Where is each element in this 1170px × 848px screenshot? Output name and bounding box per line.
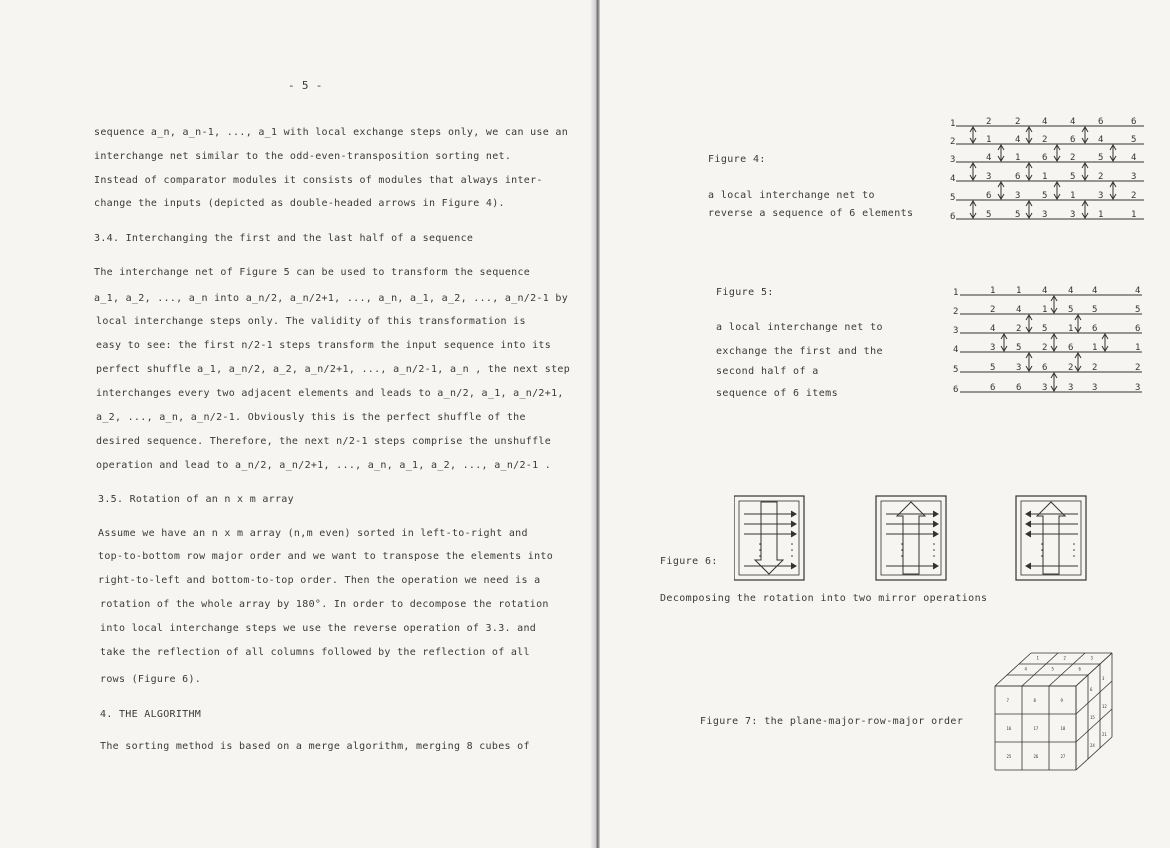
figure5-value: 3 — [1135, 383, 1141, 393]
figure4-caption-line1: a local interchange net to — [708, 190, 875, 201]
figure7-top-cell-label: 2 — [1063, 655, 1066, 661]
text-line: a_1, a_2, ..., a_n into a_n/2, a_n/2+1, ..., a_n, a_1, a_2, ..., a_n/2-1 by — [94, 293, 569, 304]
figure5-value: 1 — [1016, 286, 1022, 296]
figure6-box3-row-arrowhead — [1026, 511, 1031, 517]
figure4-value: 6 — [1042, 153, 1048, 163]
figure7-side-cell-label: 12 — [1102, 704, 1107, 709]
text-line: perfect shuffle a_1, a_n/2, a_2, a_n/2+1, ..., a_n/2-1, a_n , the next step — [96, 364, 571, 375]
figure4-value: 5 — [1131, 135, 1137, 145]
figure6-diagrams — [734, 494, 1094, 584]
text-line: interchange net similar to the odd-even-transposition sorting net. — [94, 151, 512, 162]
right-page — [600, 0, 1170, 848]
text-line: easy to see: the first n/2-1 steps transform the input sequence into its — [96, 340, 552, 351]
figure5-value: 4 — [1016, 305, 1022, 315]
figure4-value: 4 — [1131, 153, 1137, 163]
figure7-top-cell-label: 5 — [1051, 666, 1054, 672]
text-line: The interchange net of Figure 5 can be used to transform the sequence — [94, 267, 531, 278]
figure4-value: 6 — [1070, 135, 1076, 145]
figure5-value: 3 — [1092, 383, 1098, 393]
figure7-side-cell-label: 24 — [1090, 743, 1095, 748]
text-line: take the reflection of all columns followed by the reflection of all — [100, 647, 530, 658]
figure5-caption-line3: second half of a — [716, 366, 819, 377]
figure7-front-cell-label: 25 — [1006, 754, 1012, 759]
text-line: Assume we have an n x m array (n,m even) sorted in left-to-right and — [98, 528, 528, 539]
figure6-box2-dot — [933, 543, 935, 545]
figure6-box1-dot — [791, 555, 793, 557]
figure4-value: 2 — [1131, 191, 1137, 201]
figure5-value: 6 — [1068, 343, 1074, 353]
text-line: change the inputs (depicted as double-headed arrows in Figure 4). — [94, 198, 505, 209]
figure4-value: 5 — [1015, 210, 1021, 220]
figure7-top-cell-label: 3 — [1090, 655, 1093, 661]
figure5-label: Figure 5: — [716, 287, 774, 298]
figure4-value: 5 — [1098, 153, 1104, 163]
figure5-value: 3 — [1068, 383, 1074, 393]
figure5-caption-line2: exchange the first and the — [716, 346, 883, 357]
figure5-value: 2 — [1068, 363, 1074, 373]
figure6-caption: Decomposing the rotation into two mirror operations — [660, 593, 988, 604]
figure5-value: 5 — [1016, 343, 1022, 353]
text-line: rotation of the whole array by 180°. In order to decompose the rotation — [100, 599, 549, 610]
figure5-value: 5 — [1135, 305, 1141, 315]
figure6-box3-dot — [1073, 555, 1075, 557]
figure4-value: 3 — [1042, 210, 1048, 220]
figure4-value: 3 — [1070, 210, 1076, 220]
figure6-box3-row-arrowhead — [1026, 521, 1031, 527]
figure7-side-gridline — [1076, 709, 1112, 742]
text-line: top-to-bottom row major order and we want to transpose the elements into — [98, 551, 554, 562]
figure4-row-label: 3 — [950, 155, 956, 165]
figure7-front-cell-label: 18 — [1060, 726, 1066, 731]
figure6-box2-dot — [933, 555, 935, 557]
figure5-value: 1 — [1092, 343, 1098, 353]
figure5-value: 5 — [1042, 324, 1048, 334]
figure5-value: 3 — [1016, 363, 1022, 373]
text-line: 4. THE ALGORITHM — [100, 709, 202, 720]
figure5-network — [950, 283, 1145, 403]
figure4-value: 2 — [1070, 153, 1076, 163]
figure5-value: 4 — [1042, 286, 1048, 296]
figure5-value: 6 — [1092, 324, 1098, 334]
figure5-value: 4 — [1068, 286, 1074, 296]
figure4-value: 4 — [986, 153, 992, 163]
text-line: rows (Figure 6). — [100, 674, 202, 685]
figure4-row-label: 4 — [950, 174, 956, 184]
figure7-front-cell-label: 8 — [1033, 698, 1036, 703]
figure7-cube — [992, 644, 1127, 774]
figure6-box2-dot — [933, 549, 935, 551]
figure6-box1-row-arrowhead — [791, 563, 796, 569]
figure5-caption-line4: sequence of 6 items — [716, 388, 838, 399]
figure4-value: 2 — [1015, 117, 1021, 127]
figure5-value: 5 — [1068, 305, 1074, 315]
figure5-value: 5 — [990, 363, 996, 373]
figure4-value: 5 — [986, 210, 992, 220]
figure6-box3-row-arrowhead — [1026, 531, 1031, 537]
figure4-value: 3 — [986, 172, 992, 182]
figure4-value: 6 — [1098, 117, 1104, 127]
text-line: right-to-left and bottom-to-top order. Then the operation we need is a — [98, 575, 541, 586]
figure6-box3-outer — [1016, 496, 1086, 580]
figure5-value: 1 — [990, 286, 996, 296]
figure4-row-label: 5 — [950, 193, 956, 203]
figure5-row-label: 2 — [953, 307, 959, 317]
figure4-label: Figure 4: — [708, 154, 766, 165]
figure7-side-cell-label: 3 — [1102, 676, 1105, 681]
figure7-top-gridline — [1076, 653, 1112, 686]
figure5-value: 3 — [1042, 383, 1048, 393]
figure6-box3-dot — [1073, 543, 1075, 545]
figure4-network — [946, 112, 1146, 232]
figure5-row-label: 6 — [953, 385, 959, 395]
text-line: 3.4. Interchanging the first and the last half of a sequence — [94, 233, 474, 244]
figure7-side-cell-label: 21 — [1102, 732, 1107, 737]
figure4-value: 4 — [1015, 135, 1021, 145]
figure5-value: 1 — [1068, 324, 1074, 334]
figure4-caption-line2: reverse a sequence of 6 elements — [708, 208, 914, 219]
figure4-value: 1 — [1070, 191, 1076, 201]
figure4-row-label: 6 — [950, 212, 956, 222]
figure7-side-cell-label: 15 — [1090, 715, 1095, 720]
figure4-value: 5 — [1070, 172, 1076, 182]
figure4-value: 3 — [1015, 191, 1021, 201]
figure4-value: 2 — [1098, 172, 1104, 182]
figure6-box2-row-arrowhead — [933, 521, 938, 527]
figure6-box1-dot — [791, 543, 793, 545]
figure6-box2-row-arrowhead — [933, 531, 938, 537]
figure4-value: 4 — [1042, 117, 1048, 127]
figure4-value: 5 — [1042, 191, 1048, 201]
text-line: local interchange steps only. The validity of this transformation is — [96, 316, 526, 327]
text-line: sequence a_n, a_n-1, ..., a_1 with local exchange steps only, we can use an — [94, 127, 569, 138]
figure4-value: 1 — [1015, 153, 1021, 163]
figure7-label: Figure 7: the plane-major-row-major order — [700, 716, 964, 727]
figure4-value: 6 — [1015, 172, 1021, 182]
figure5-row-label: 1 — [953, 288, 959, 298]
figure6-box1-inner — [739, 501, 799, 575]
figure4-value: 2 — [1042, 135, 1048, 145]
figure5-row-label: 4 — [953, 345, 959, 355]
figure5-value: 2 — [1016, 324, 1022, 334]
figure4-value: 1 — [1042, 172, 1048, 182]
text-line: interchanges every two adjacent elements and leads to a_n/2, a_1, a_n/2+1, — [96, 388, 564, 399]
figure4-value: 6 — [1131, 117, 1137, 127]
figure4-value: 2 — [986, 117, 992, 127]
figure4-value: 6 — [986, 191, 992, 201]
figure6-box2-inner — [881, 501, 941, 575]
figure6-box3-dot — [1073, 549, 1075, 551]
figure4-value: 1 — [1131, 210, 1137, 220]
figure5-caption-line1: a local interchange net to — [716, 322, 883, 333]
figure7-front-cell-label: 17 — [1033, 726, 1039, 731]
text-line: 3.5. Rotation of an n x m array — [98, 494, 294, 505]
figure4-row-label: 1 — [950, 119, 956, 129]
figure4-value: 1 — [1098, 210, 1104, 220]
figure5-row-label: 3 — [953, 326, 959, 336]
figure5-value: 2 — [1042, 343, 1048, 353]
figure6-box1-column-arrow — [755, 502, 783, 574]
figure5-value: 6 — [1016, 383, 1022, 393]
figure6-box2-row-arrowhead — [933, 563, 938, 569]
figure5-value: 3 — [990, 343, 996, 353]
figure4-value: 4 — [1098, 135, 1104, 145]
figure6-box2-column-arrow — [897, 502, 925, 574]
figure7-top-cell-label: 6 — [1078, 666, 1081, 672]
text-line: operation and lead to a_n/2, a_n/2+1, ..., a_n, a_1, a_2, ..., a_n/2-1 . — [96, 460, 552, 471]
text-line: Instead of comparator modules it consists of modules that always inter- — [94, 175, 543, 186]
text-line: The sorting method is based on a merge algorithm, merging 8 cubes of — [100, 741, 530, 752]
figure5-value: 2 — [1092, 363, 1098, 373]
figure7-top-cell-label: 4 — [1024, 666, 1027, 672]
text-line: into local interchange steps we use the reverse operation of 3.3. and — [100, 623, 537, 634]
figure4-value: 3 — [1098, 191, 1104, 201]
text-line: a_2, ..., a_n, a_n/2-1. Obviously this is the perfect shuffle of the — [96, 412, 526, 423]
figure5-value: 4 — [1092, 286, 1098, 296]
figure5-row-label: 5 — [953, 365, 959, 375]
figure5-value: 4 — [1135, 286, 1141, 296]
figure7-top-cell-label: 1 — [1036, 655, 1039, 661]
figure4-value: 1 — [986, 135, 992, 145]
figure4-value: 4 — [1070, 117, 1076, 127]
figure6-box2-row-arrowhead — [933, 511, 938, 517]
figure7-side-gridline — [1076, 681, 1112, 714]
figure6-label: Figure 6: — [660, 556, 718, 567]
figure5-value: 6 — [1042, 363, 1048, 373]
figure4-row-label: 2 — [950, 137, 956, 147]
figure6-box1-row-arrowhead — [791, 521, 796, 527]
figure7-front-cell-label: 9 — [1060, 698, 1063, 703]
figure7-front-cell-label: 7 — [1006, 698, 1009, 703]
figure6-box3-row-arrowhead — [1026, 563, 1031, 569]
page-number: - 5 - — [288, 79, 323, 92]
figure7-front-cell-label: 26 — [1033, 754, 1039, 759]
figure4-value: 3 — [1131, 172, 1137, 182]
figure5-value: 1 — [1135, 343, 1141, 353]
figure7-front-cell-label: 27 — [1060, 754, 1066, 759]
figure5-value: 5 — [1092, 305, 1098, 315]
figure6-box1-row-arrowhead — [791, 511, 796, 517]
figure5-value: 1 — [1042, 305, 1048, 315]
figure5-value: 6 — [1135, 324, 1141, 334]
figure6-box3-column-arrow — [1037, 502, 1065, 574]
figure5-value: 2 — [990, 305, 996, 315]
figure5-value: 6 — [990, 383, 996, 393]
figure6-box1-dot — [791, 549, 793, 551]
figure5-value: 2 — [1135, 363, 1141, 373]
figure6-box1-row-arrowhead — [791, 531, 796, 537]
figure5-value: 4 — [990, 324, 996, 334]
figure7-side-gridline — [1076, 737, 1112, 770]
text-line: desired sequence. Therefore, the next n/2-1 steps comprise the unshuffle — [96, 436, 552, 447]
figure7-side-cell-label: 6 — [1090, 687, 1093, 692]
figure7-front-cell-label: 16 — [1006, 726, 1012, 731]
